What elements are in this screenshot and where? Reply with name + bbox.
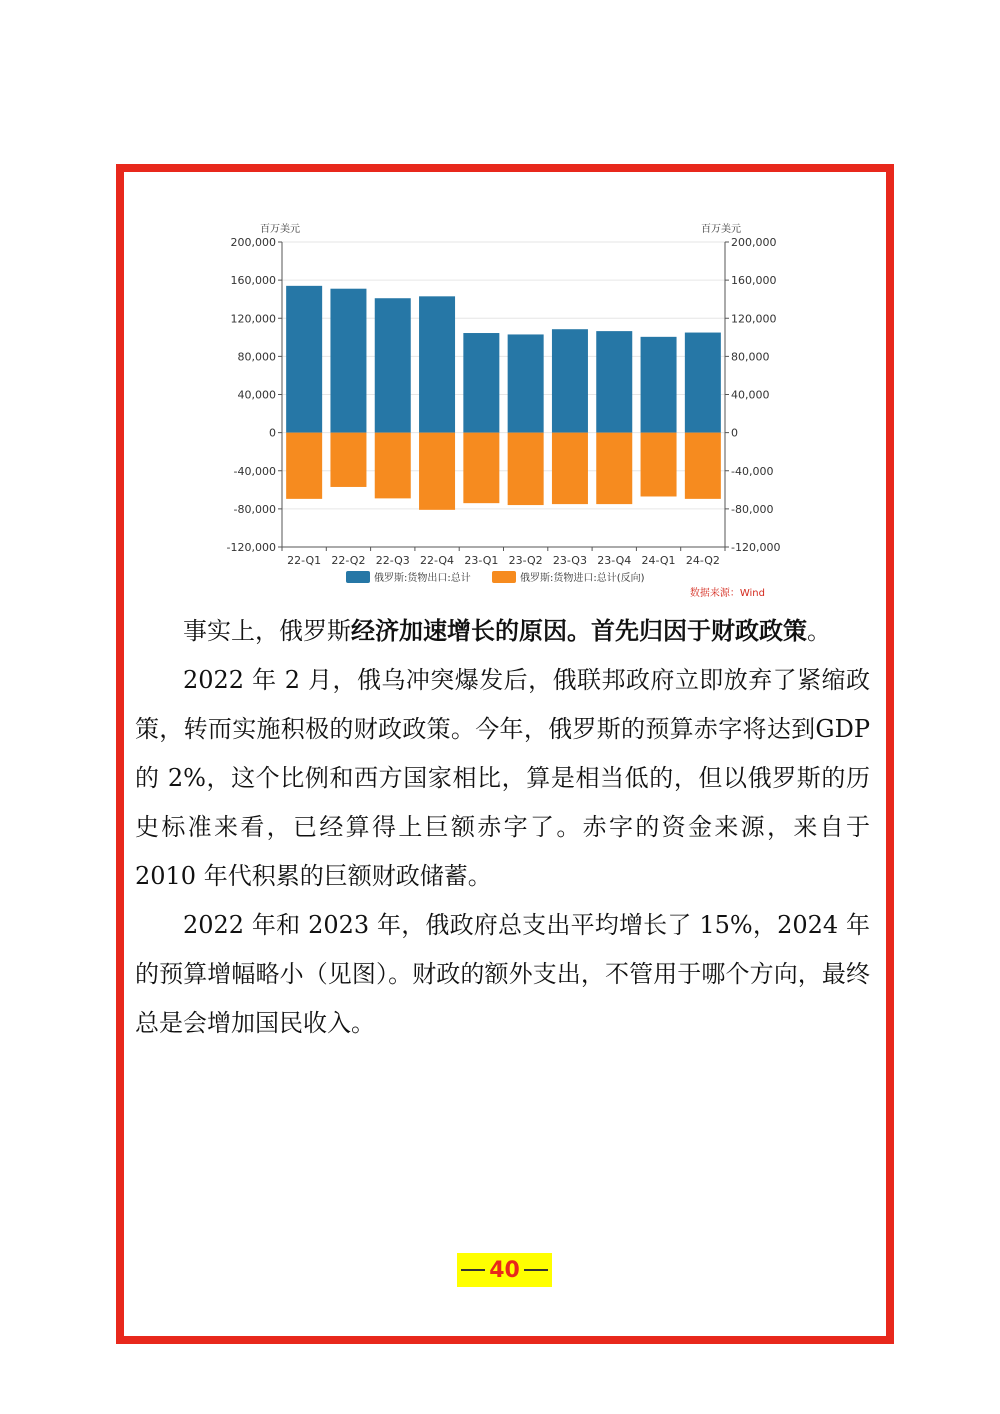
legend-swatch-export [346, 571, 370, 583]
x-tick-label: 24-Q1 [641, 554, 676, 567]
bar-export [375, 298, 411, 432]
x-tick-label: 22-Q4 [420, 554, 455, 567]
bar-export [596, 331, 632, 433]
y-axis-label-left: 百万美元 [260, 224, 300, 235]
page-number-badge [457, 1253, 552, 1287]
bar-export [641, 337, 677, 433]
bar-import [286, 433, 322, 499]
y-tick-label-left: -120,000 [226, 541, 276, 554]
paragraph-1-end: 。 [807, 617, 831, 645]
x-tick-label: 23-Q2 [508, 554, 543, 567]
y-tick-label-left: 0 [269, 426, 276, 440]
y-tick-label-right: 200,000 [731, 236, 777, 249]
paragraph-3: 2022 年和 2023 年，俄政府总支出平均增长了 15%，2024 年的预算增幅略小（见图）。财政的额外支出，不管用于哪个方向，最终总是会增加国民收入。 [135, 911, 870, 1037]
y-axis-left [227, 236, 282, 554]
y-tick-label-left: 200,000 [230, 236, 276, 249]
bar-import [375, 433, 411, 499]
paragraph-1-lead: 事实上，俄罗斯 [183, 617, 351, 645]
x-tick-label: 23-Q1 [464, 554, 499, 567]
bar-export [552, 329, 588, 432]
y-tick-label-right: -80,000 [731, 502, 774, 516]
x-tick-label: 23-Q4 [597, 554, 632, 567]
y-tick-label-right: -40,000 [731, 464, 774, 478]
bar-export [419, 296, 455, 432]
legend-swatch-import [492, 571, 516, 583]
bar-import [552, 433, 588, 504]
paragraph-1-bold: 经济加速增长的原因。首先归因于财政政策 [351, 616, 807, 645]
bar-export [330, 289, 366, 433]
y-tick-label-left: 40,000 [237, 388, 276, 402]
chart-bars [286, 286, 721, 510]
y-tick-label-right: 0 [731, 426, 738, 440]
legend-label-export: 俄罗斯:货物出口:总计 [374, 573, 471, 584]
x-tick-label: 22-Q2 [331, 554, 366, 567]
y-tick-label-left: -80,000 [233, 502, 276, 516]
y-tick-label-left: 80,000 [237, 350, 276, 364]
y-tick-label-left: 160,000 [230, 274, 276, 288]
bar-import [596, 433, 632, 504]
x-axis-labels [282, 547, 725, 567]
legend-label-import: 俄罗斯:货物进口:总计(反向) [520, 573, 645, 584]
paragraph-1 [135, 606, 870, 656]
bar-import [685, 433, 721, 499]
y-tick-label-right: 80,000 [731, 350, 770, 364]
page-number-dash-left [461, 1269, 485, 1271]
y-tick-label-left: -40,000 [233, 464, 276, 478]
bar-export [508, 334, 544, 432]
bar-import [419, 433, 455, 510]
bar-import [508, 433, 544, 505]
y-tick-label-left: 120,000 [230, 312, 276, 326]
bar-export [286, 286, 322, 433]
article-body [135, 606, 870, 1048]
page-number: 40 [489, 1257, 520, 1283]
x-tick-label: 22-Q1 [287, 554, 322, 567]
paragraph-2: 2022 年 2 月，俄乌冲突爆发后，俄联邦政府立即放弃了紧缩政策，转而实施积极的财政政策。今年，俄罗斯的预算赤字将达到GDP 的 2%，这个比例和西方国家相比，算是相当低的，但以俄罗斯的历史标准来看，已经算得上巨额赤字了。赤字的资金来源，来自于 2010 年代积累的巨额财政储蓄。 [135, 666, 870, 890]
trade-bar-chart [220, 215, 780, 605]
x-tick-label: 22-Q3 [375, 554, 410, 567]
x-tick-label: 24-Q2 [685, 554, 720, 567]
bar-import [641, 433, 677, 497]
x-tick-label: 23-Q3 [552, 554, 587, 567]
chart-source: 数据来源：Wind [689, 588, 765, 599]
bar-export [463, 333, 499, 433]
y-tick-label-right: 160,000 [731, 274, 777, 288]
bar-import [330, 433, 366, 487]
y-axis-label-right: 百万美元 [701, 224, 741, 235]
y-tick-label-right: -120,000 [731, 541, 780, 554]
y-tick-label-right: 120,000 [731, 312, 777, 326]
bar-export [685, 333, 721, 433]
page-number-dash-right [524, 1269, 548, 1271]
y-tick-label-right: 40,000 [731, 388, 770, 402]
bar-import [463, 433, 499, 504]
chart-legend [346, 571, 645, 584]
y-axis-right [725, 236, 780, 554]
